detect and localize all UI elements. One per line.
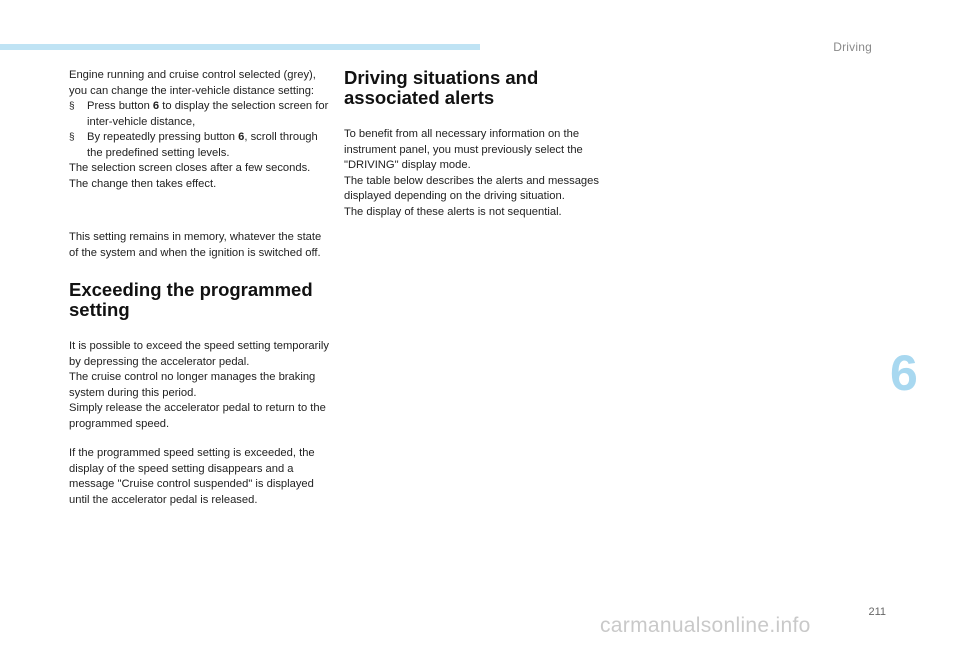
button-reference: 6 [238,131,245,143]
watermark: carmanualsonline.info [600,614,811,637]
paragraph: It is possible to exceed the speed setting temporarily by depressing the accelerator pedal. [69,340,329,368]
bullet-item: § Press button 6 to display the selection screen for inter-vehicle distance, [69,100,329,128]
paragraph: The display of these alerts is not sequential. [344,205,562,218]
right-column [344,68,606,220]
paragraph: The cruise control no longer manages the braking system during this period. [69,371,316,399]
button-reference: 6 [152,100,160,112]
paragraph: Simply release the accelerator pedal to return to the programmed speed. [69,402,326,430]
memory-note: This setting remains in memory, whatever the state of the system and when the ignition is switched off. [69,231,322,259]
chapter-number: 6 [890,345,918,401]
left-column [69,68,331,508]
paragraph: To benefit from all necessary information on the instrument panel, you must previously select the "DRIVING" display mode. [344,128,583,171]
page-number: 211 [868,606,886,618]
intro-text: Engine running and cruise control selected (grey), you can change the inter-vehicle distance setting: [69,69,316,97]
section-heading: Driving situations and associated alerts [344,67,539,108]
header-accent-bar [0,44,480,50]
section-title: Driving [833,40,872,54]
closing-text: The change then takes effect. [69,177,217,190]
bullet-marker: § [69,132,75,143]
bullet-marker: § [69,101,75,112]
section-heading: Exceeding the programmed setting [69,279,313,320]
bullet-item: § By repeatedly pressing button 6, scroll through the predefined setting levels. [69,131,318,159]
paragraph: The table below describes the alerts and messages displayed depending on the driving situation. [344,174,599,202]
closing-text: The selection screen closes after a few seconds. [69,162,311,174]
paragraph: If the programmed speed setting is exceeded, the display of the speed setting disappears and a message "Cruise control suspended" is displayed until the accelerator pedal is released. [69,447,315,506]
